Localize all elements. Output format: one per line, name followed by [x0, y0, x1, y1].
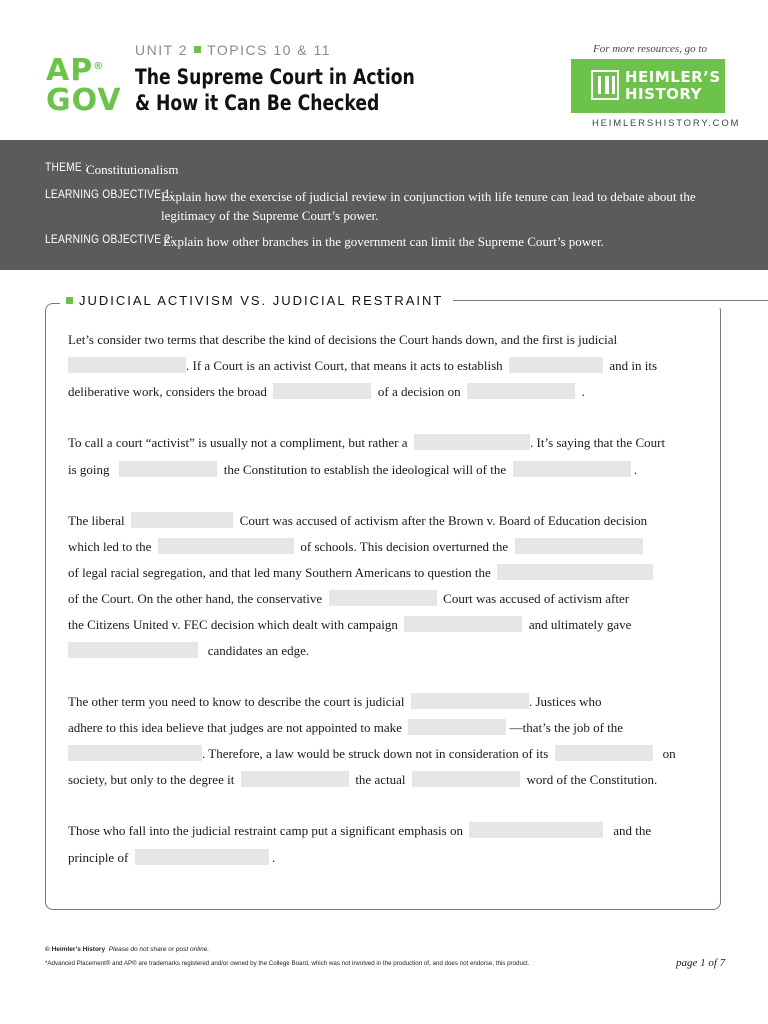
fill-in-blank[interactable] [515, 538, 643, 554]
fill-in-blank[interactable] [68, 642, 198, 658]
fill-in-blank[interactable] [135, 849, 269, 865]
text-segment: society, but only to the degree it [68, 772, 235, 787]
text-line [68, 538, 708, 556]
text-segment: The other term you need to know to describe the court is judicial [68, 694, 405, 709]
theme-value: Constitutionalism [86, 162, 179, 177]
fill-in-blank[interactable] [241, 771, 349, 787]
theme-label: THEME : [45, 160, 89, 174]
text-segment: The liberal [68, 513, 125, 528]
brand-line-1: HEIMLER’S [625, 68, 721, 86]
objective-1-label: LEARNING OBJECTIVE 1: [45, 187, 174, 201]
title-line-1: The Supreme Court in Action [135, 65, 415, 89]
text-segment: and ultimately gave [528, 617, 632, 632]
logo-gov: GOV [46, 83, 122, 118]
text-segment: which led to the [68, 539, 152, 554]
text-segment: . [581, 384, 585, 399]
fill-in-blank[interactable] [329, 590, 437, 606]
fill-in-blank[interactable] [469, 822, 603, 838]
text-segment: . Therefore, a law would be struck down not in consideration of its [202, 746, 549, 761]
text-segment: . Justices who [528, 694, 602, 709]
text-segment: Court was accused of activism after the Brown v. Board of Education decision [239, 513, 648, 528]
fill-in-blank[interactable] [555, 745, 653, 761]
objective-1-text: Explain how the exercise of judicial review in conjunction with life tenure can lead to debate about the legitimacy of the Supreme Court’s power. [161, 189, 696, 223]
text-segment: . [272, 850, 276, 865]
section-title-text: JUDICIAL ACTIVISM VS. JUDICIAL RESTRAINT [79, 293, 444, 308]
text-segment: of the Court. On the other hand, the conservative [68, 591, 323, 606]
text-line [68, 642, 708, 660]
fill-in-blank[interactable] [404, 616, 522, 632]
fill-in-blank[interactable] [467, 383, 575, 399]
site-link[interactable]: HEIMLERSHISTORY.COM [592, 118, 741, 129]
text-segment: Let’s consider two terms that describe the kind of decisions the Court hands down, and the first is judicial [68, 332, 618, 347]
text-line [68, 693, 708, 711]
text-line [68, 461, 708, 479]
copyright-text: © Heimler’s History [45, 946, 106, 953]
text-line [68, 822, 708, 840]
text-segment: adhere to this idea believe that judges are not appointed to make [68, 720, 402, 735]
page-title [135, 64, 415, 116]
text-line [68, 849, 708, 867]
page-number: page 1 of 7 [676, 957, 726, 969]
text-segment: the Citizens United v. FEC decision which dealt with campaign [68, 617, 398, 632]
text-segment: candidates an edge. [207, 643, 310, 658]
text-line [68, 719, 708, 737]
ap-gov-logo [46, 53, 126, 118]
footer-trademark: *Advanced Placement® and AP® are trademarks registered and/or owned by the College Board, which was not involved in the production of, and does not endorse, this product. [45, 960, 530, 967]
brand-line-2: HISTORY [625, 85, 703, 103]
text-line [68, 590, 708, 608]
unit-topics-line [135, 42, 331, 58]
objective-2-label: LEARNING OBJECTIVE 2: [45, 232, 174, 246]
text-segment: of legal racial segregation, and that led many Southern Americans to question the [68, 565, 491, 580]
text-line [68, 331, 708, 349]
text-segment: of schools. This decision overturned the [300, 539, 509, 554]
text-line [68, 745, 708, 763]
footer-copyright [45, 946, 209, 953]
hh-monogram-icon [591, 70, 619, 100]
text-segment: word of the Constitution. [526, 772, 658, 787]
text-segment: . If a Court is an activist Court, that means it acts to establish [186, 358, 503, 373]
resources-text: For more resources, go to [593, 43, 707, 55]
objectives-band [0, 140, 768, 270]
text-line [68, 357, 708, 375]
fill-in-blank[interactable] [414, 434, 530, 450]
fill-in-blank[interactable] [513, 461, 631, 477]
text-segment: —that’s the job of the [509, 720, 624, 735]
brand-name [625, 69, 721, 103]
fill-in-blank[interactable] [119, 461, 217, 477]
text-line [68, 564, 708, 582]
logo-registered-mark: ® [93, 61, 105, 72]
text-segment: on [662, 746, 676, 761]
fill-in-blank[interactable] [158, 538, 294, 554]
text-segment: To call a court “activist” is usually not a compliment, but rather a [68, 435, 408, 450]
green-square-icon [66, 297, 73, 304]
fill-in-blank[interactable] [273, 383, 371, 399]
text-line [68, 383, 708, 401]
section-title [60, 293, 768, 308]
text-segment: Those who fall into the judicial restraint camp put a significant emphasis on [68, 823, 463, 838]
text-segment: of a decision on [377, 384, 461, 399]
fill-in-blank[interactable] [68, 357, 186, 373]
fill-in-blank[interactable] [412, 771, 520, 787]
topics-label: TOPICS 10 & 11 [207, 42, 332, 58]
text-line [68, 616, 708, 634]
fill-in-blank[interactable] [509, 357, 603, 373]
text-segment: and the [613, 823, 652, 838]
fill-in-blank[interactable] [131, 512, 233, 528]
text-segment: principle of [68, 850, 129, 865]
share-notice: Please do not share or post online. [108, 946, 210, 953]
page-header [0, 0, 768, 140]
heimlers-history-logo[interactable] [571, 59, 725, 113]
unit-label: UNIT 2 [135, 42, 189, 58]
text-segment: Court was accused of activism after [443, 591, 630, 606]
title-line-2: & How it Can Be Checked [135, 91, 380, 115]
text-segment: deliberative work, considers the broad [68, 384, 267, 399]
text-line [68, 771, 708, 789]
text-segment: the actual [355, 772, 406, 787]
text-segment: the Constitution to establish the ideological will of the [223, 462, 507, 477]
text-line [68, 434, 708, 452]
fill-in-blank[interactable] [68, 745, 202, 761]
fill-in-blank[interactable] [408, 719, 506, 735]
green-square-icon [194, 46, 201, 53]
text-segment: . [633, 462, 638, 477]
text-segment: and in its [609, 358, 658, 373]
text-segment: . It’s saying that the Court [530, 435, 666, 450]
objective-2-text: Explain how other branches in the government can limit the Supreme Court’s power. [163, 234, 604, 249]
text-line [68, 512, 708, 530]
logo-ap: AP [46, 53, 94, 88]
fill-in-blank[interactable] [411, 693, 529, 709]
fill-in-blank[interactable] [497, 564, 653, 580]
text-segment: is going [68, 462, 110, 477]
